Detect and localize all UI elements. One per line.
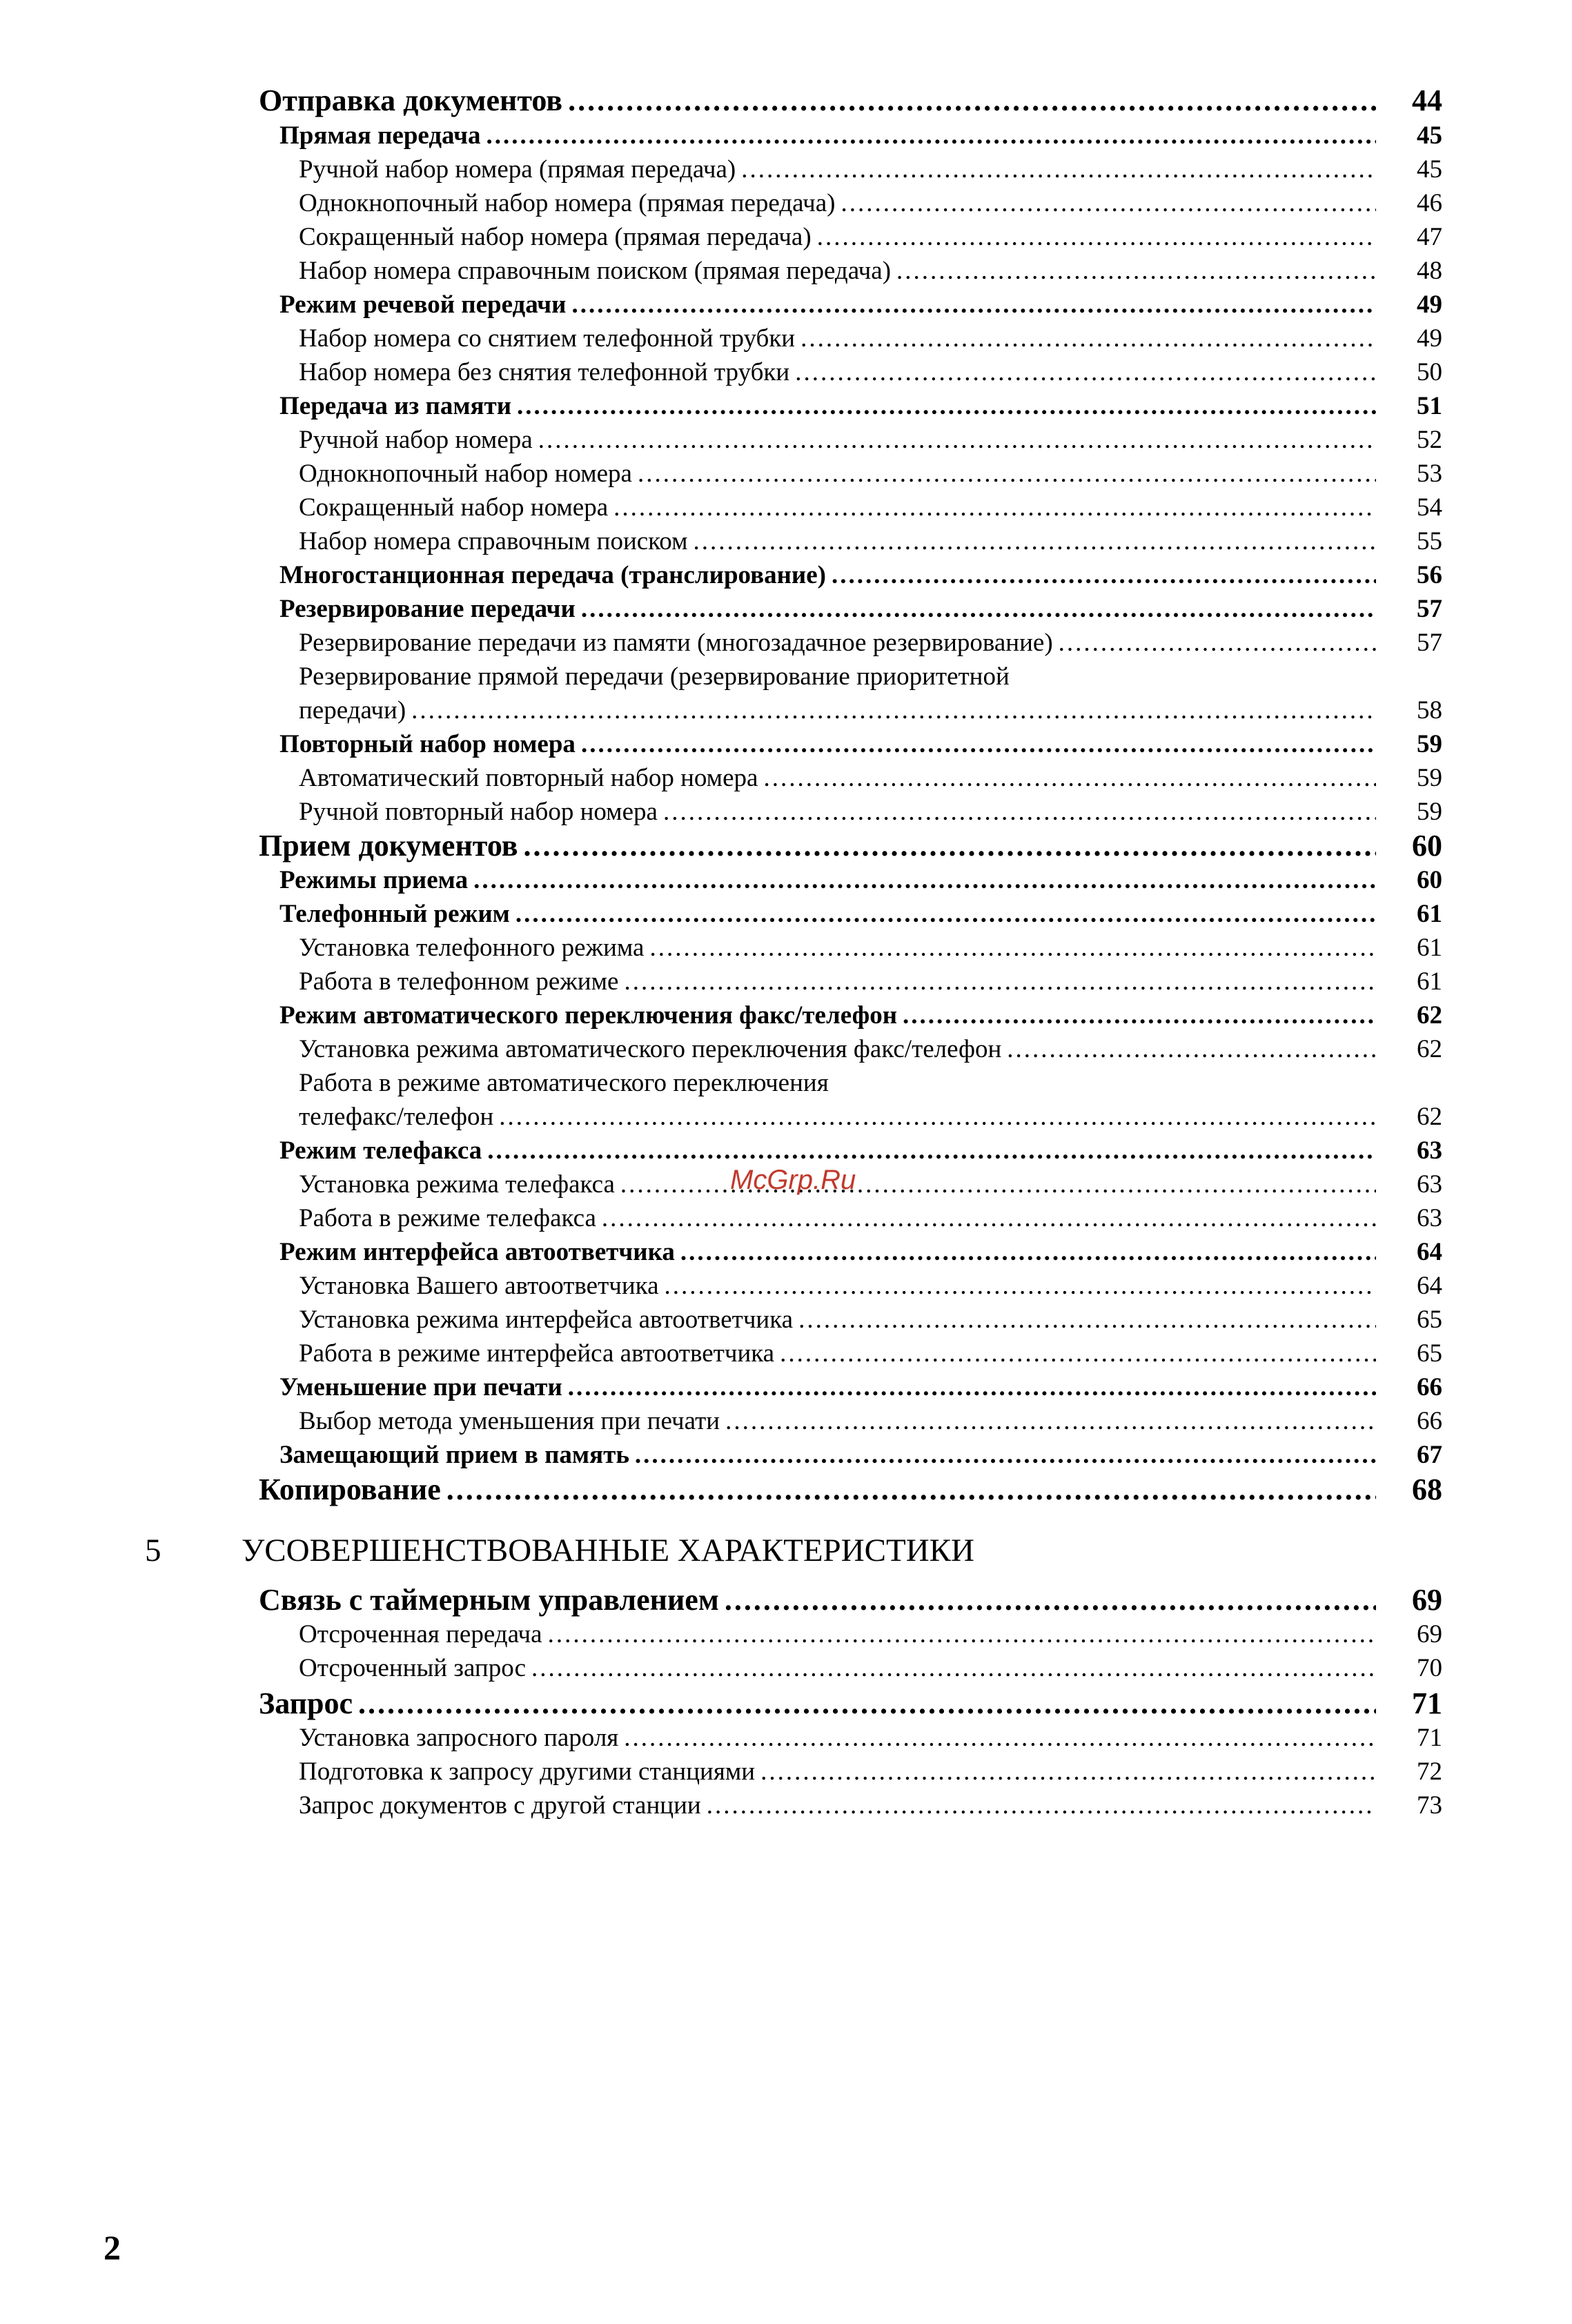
toc-entry-page: 72: [1417, 1757, 1442, 1786]
toc-entry-title: Режим автоматического переключения факс/телефон: [279, 1001, 898, 1030]
leader-dots: [480, 121, 1376, 150]
toc-entry-title-continued: передачи): [299, 696, 406, 725]
leader-dots: [789, 357, 1376, 387]
leader-dots: [618, 967, 1376, 996]
toc-entry: [299, 188, 1442, 218]
toc-entry-page: 68: [1412, 1473, 1442, 1506]
toc-entry: [299, 1791, 1442, 1820]
toc-entry-page: 67: [1417, 1441, 1442, 1469]
leader-dots: [615, 1170, 1376, 1199]
toc-entry: [299, 1305, 1442, 1335]
toc-entry-title: Резервирование прямой передачи (резервирование приоритетной: [299, 662, 1010, 691]
leader-dots: [701, 1791, 1376, 1820]
toc-entry-title: Уменьшение при печати: [279, 1373, 562, 1401]
toc-entry-title: Многостанционная передача (транслирование): [279, 561, 826, 589]
toc-entry: [299, 425, 1442, 455]
toc-entry-page: 63: [1417, 1136, 1442, 1165]
toc-entry-page: 45: [1417, 155, 1442, 184]
toc-entry: [299, 1406, 1442, 1436]
toc-entry: [299, 222, 1442, 252]
toc-entry-page: 61: [1417, 900, 1442, 928]
toc-entry: [279, 1440, 1442, 1470]
leader-dots: [891, 256, 1376, 286]
toc-entry-page: 52: [1417, 426, 1442, 454]
toc-entry-title: Сокращенный набор номера (прямая передача): [299, 223, 812, 251]
leader-dots: [511, 391, 1376, 421]
leader-dots: [793, 1305, 1376, 1335]
toc-entry: [279, 391, 1442, 421]
toc-entry-page: 61: [1417, 967, 1442, 996]
leader-dots: [1053, 628, 1376, 658]
toc-entry: [299, 628, 1442, 658]
toc-entry: [299, 1653, 1442, 1683]
toc-entry-title: Замещающий прием в память: [279, 1441, 629, 1469]
toc-entry-title: Установка запросного пароля: [299, 1724, 619, 1752]
toc-entry: [279, 1237, 1442, 1267]
toc-entry-page: 46: [1417, 189, 1442, 217]
toc-entry-page: 63: [1417, 1204, 1442, 1232]
toc-entry: [259, 1582, 1442, 1617]
toc-entry-title: Набор номера справочным поиском: [299, 527, 688, 555]
leader-dots: [441, 1472, 1376, 1507]
leader-dots: [719, 1582, 1376, 1617]
leader-dots: [406, 696, 1376, 725]
toc-entry-page: 54: [1417, 493, 1442, 522]
toc-entry: [279, 121, 1442, 150]
toc-entry-title: Передача из памяти: [279, 392, 512, 420]
toc-entry-page: 48: [1417, 257, 1442, 285]
toc-entry: [299, 1034, 1442, 1064]
toc-entry: [299, 1170, 1442, 1199]
toc-entry-continued-first-line: [299, 662, 1442, 691]
toc-entry-title: Работа в телефонном режиме: [299, 967, 619, 996]
toc-entry-title: Повторный набор номера: [279, 730, 576, 758]
toc-entry: [299, 933, 1442, 963]
toc-entry-page: 64: [1417, 1238, 1442, 1266]
toc-entry: [299, 1271, 1442, 1301]
leader-dots: [659, 1271, 1376, 1301]
toc-entry-title: Режим интерфейса автоответчика: [279, 1238, 675, 1266]
toc-entry-title: Прием документов: [259, 829, 518, 863]
toc-entry: [279, 1001, 1442, 1030]
leader-dots: [1001, 1034, 1376, 1064]
toc-entry-title: Набор номера со снятием телефонной трубки: [299, 324, 796, 353]
toc-entry-title: Ручной повторный набор номера: [299, 798, 658, 826]
toc-entry-title: Запрос: [259, 1686, 353, 1720]
leader-dots: [897, 1001, 1376, 1030]
toc-entry-title: Однокнопочный набор номера: [299, 460, 632, 488]
toc-entry: [279, 1136, 1442, 1165]
toc-entry: [279, 1372, 1442, 1402]
leader-dots: [518, 828, 1376, 863]
toc-entry-page: 60: [1417, 866, 1442, 894]
toc-entry-page: 60: [1412, 829, 1442, 863]
toc-entry-page: 66: [1417, 1373, 1442, 1401]
leader-dots: [562, 83, 1376, 118]
leader-dots: [562, 1372, 1376, 1402]
toc-entry-title: Работа в режиме интерфейса автоответчика: [299, 1339, 775, 1368]
toc-entry: [299, 696, 1442, 725]
leader-dots: [795, 324, 1376, 353]
leader-dots: [353, 1686, 1376, 1721]
toc-entry-page: 59: [1417, 764, 1442, 792]
toc-entry-page: 66: [1417, 1407, 1442, 1435]
toc-entry-title: Подготовка к запросу другими станциями: [299, 1757, 756, 1786]
toc-entry: [299, 256, 1442, 286]
toc-entry-title-continued: телефакс/телефон: [299, 1103, 494, 1131]
chapter-title: УСОВЕРШЕНСТВОВАННЫЕ ХАРАКТЕРИСТИКИ: [242, 1533, 974, 1568]
toc-entry-page: 47: [1417, 223, 1442, 251]
leader-dots: [644, 933, 1376, 963]
toc-entry-title: Режим речевой передачи: [279, 290, 567, 319]
toc-entry-page: 56: [1417, 561, 1442, 589]
toc-entry-title: Установка Вашего автоответчика: [299, 1272, 659, 1300]
toc-entry-title: Выбор метода уменьшения при печати: [299, 1407, 720, 1435]
leader-dots: [482, 1136, 1376, 1165]
toc-entry-page: 70: [1417, 1654, 1442, 1682]
toc-entry: [299, 1619, 1442, 1649]
toc-entry: [299, 763, 1442, 793]
toc-entry: [259, 1686, 1442, 1721]
toc-entry-page: 62: [1417, 1103, 1442, 1131]
toc-entry: [279, 594, 1442, 624]
toc-entry: [299, 1757, 1442, 1786]
toc-entry: [259, 828, 1442, 863]
leader-dots: [658, 797, 1376, 827]
leader-dots: [758, 763, 1376, 793]
toc-entry-title: Установка телефонного режима: [299, 934, 645, 962]
toc-entry-title: Набор номера без снятия телефонной трубки: [299, 358, 790, 386]
leader-dots: [533, 425, 1376, 455]
toc-entry-title: Работа в режиме автоматического переключения: [299, 1069, 829, 1097]
toc-entry: [279, 865, 1442, 895]
toc-entry-page: 44: [1412, 83, 1442, 117]
toc-entry-title: Установка режима автоматического переключения факс/телефон: [299, 1035, 1002, 1063]
leader-dots: [542, 1619, 1376, 1649]
toc-entry-page: 71: [1412, 1686, 1442, 1720]
toc-entry-page: 65: [1417, 1306, 1442, 1334]
toc-entry-page: 64: [1417, 1272, 1442, 1300]
leader-dots: [632, 459, 1376, 489]
toc-entry: [299, 1339, 1442, 1368]
toc-entry: [279, 290, 1442, 319]
toc-entry-page: 55: [1417, 527, 1442, 555]
toc-entry-title: Отсроченный запрос: [299, 1654, 527, 1682]
leader-dots: [576, 729, 1376, 759]
toc-entry-title: Работа в режиме телефакса: [299, 1204, 596, 1232]
toc-entry-page: 57: [1417, 629, 1442, 657]
toc-entry-page: 51: [1417, 392, 1442, 420]
leader-dots: [736, 155, 1376, 184]
toc-entry-title: Ручной набор номера: [299, 426, 533, 454]
toc-entry-title: Сокращенный набор номера: [299, 493, 609, 522]
toc-entry: [299, 526, 1442, 556]
toc-entry-title: Ручной набор номера (прямая передача): [299, 155, 736, 184]
toc-entry: [299, 493, 1442, 522]
toc-entry-title: Отправка документов: [259, 83, 563, 117]
toc-entry-page: 58: [1417, 696, 1442, 725]
toc-entry-page: 63: [1417, 1170, 1442, 1199]
toc-entry: [299, 967, 1442, 996]
toc-entry-page: 69: [1412, 1583, 1442, 1617]
leader-dots: [608, 493, 1376, 522]
leader-dots: [468, 865, 1376, 895]
leader-dots: [688, 526, 1377, 556]
leader-dots: [774, 1339, 1376, 1368]
toc-entry-page: 49: [1417, 324, 1442, 353]
toc-entry-page: 53: [1417, 460, 1442, 488]
leader-dots: [812, 222, 1376, 252]
leader-dots: [576, 594, 1376, 624]
toc-entry: [299, 155, 1442, 184]
leader-dots: [629, 1440, 1376, 1470]
leader-dots: [675, 1237, 1376, 1267]
leader-dots: [835, 188, 1376, 218]
toc-entry: [299, 459, 1442, 489]
toc-entry-title: Копирование: [259, 1473, 441, 1506]
toc-entry: [279, 899, 1442, 929]
toc-entry-title: Набор номера справочным поиском (прямая передача): [299, 257, 892, 285]
toc-entry-page: 62: [1417, 1035, 1442, 1063]
leader-dots: [493, 1102, 1376, 1132]
toc-entry: [299, 324, 1442, 353]
toc-entry: [259, 1472, 1442, 1507]
page-number: 2: [104, 2228, 121, 2267]
toc-entry-page: 71: [1417, 1724, 1442, 1752]
toc-entry-continued-first-line: [299, 1068, 1442, 1098]
toc-entry: [279, 560, 1442, 590]
toc-entry-page: 69: [1417, 1620, 1442, 1648]
toc-entry-page: 73: [1417, 1791, 1442, 1820]
toc-entry-title: Установка режима интерфейса автоответчика: [299, 1306, 794, 1334]
toc-entry-title: Запрос документов с другой станции: [299, 1791, 701, 1820]
toc-entry-page: 62: [1417, 1001, 1442, 1030]
toc-entry: [259, 83, 1442, 118]
toc-entry: [299, 797, 1442, 827]
toc-entry-title: Прямая передача: [279, 121, 481, 150]
leader-dots: [720, 1406, 1376, 1436]
toc-entry-page: 50: [1417, 358, 1442, 386]
toc-entry-page: 65: [1417, 1339, 1442, 1368]
toc-entry-page: 49: [1417, 290, 1442, 319]
toc-entry-title: Резервирование передачи из памяти (многозадачное резервирование): [299, 629, 1053, 657]
leader-dots: [755, 1757, 1376, 1786]
leader-dots: [566, 290, 1376, 319]
toc-entry: [299, 1203, 1442, 1233]
leader-dots: [618, 1723, 1376, 1753]
toc-entry-page: 59: [1417, 798, 1442, 826]
leader-dots: [826, 560, 1376, 590]
toc-entry-page: 61: [1417, 934, 1442, 962]
chapter-number: 5: [145, 1533, 161, 1568]
toc-entry: [299, 1102, 1442, 1132]
toc-entry-title: Резервирование передачи: [279, 595, 576, 623]
toc-entry-title: Режим телефакса: [279, 1136, 482, 1165]
leader-dots: [596, 1203, 1376, 1233]
toc-entry-title: Телефонный режим: [279, 900, 510, 928]
toc-entry: [299, 1723, 1442, 1753]
toc-entry-page: 45: [1417, 121, 1442, 150]
toc-entry-title: Однокнопочный набор номера (прямая передача): [299, 189, 836, 217]
toc-entry-page: 59: [1417, 730, 1442, 758]
toc-entry: [279, 729, 1442, 759]
toc-entry: [299, 357, 1442, 387]
leader-dots: [526, 1653, 1376, 1683]
toc-entry-title: Установка режима телефакса: [299, 1170, 615, 1199]
toc-entry-title: Связь с таймерным управлением: [259, 1583, 719, 1617]
toc-entry-title: Режимы приема: [279, 866, 469, 894]
leader-dots: [510, 899, 1376, 929]
watermark: McGrp.Ru: [730, 1165, 856, 1195]
toc-entry-title: Отсроченная передача: [299, 1620, 542, 1648]
toc-entry-page: 57: [1417, 595, 1442, 623]
toc-entry-title: Автоматический повторный набор номера: [299, 764, 758, 792]
